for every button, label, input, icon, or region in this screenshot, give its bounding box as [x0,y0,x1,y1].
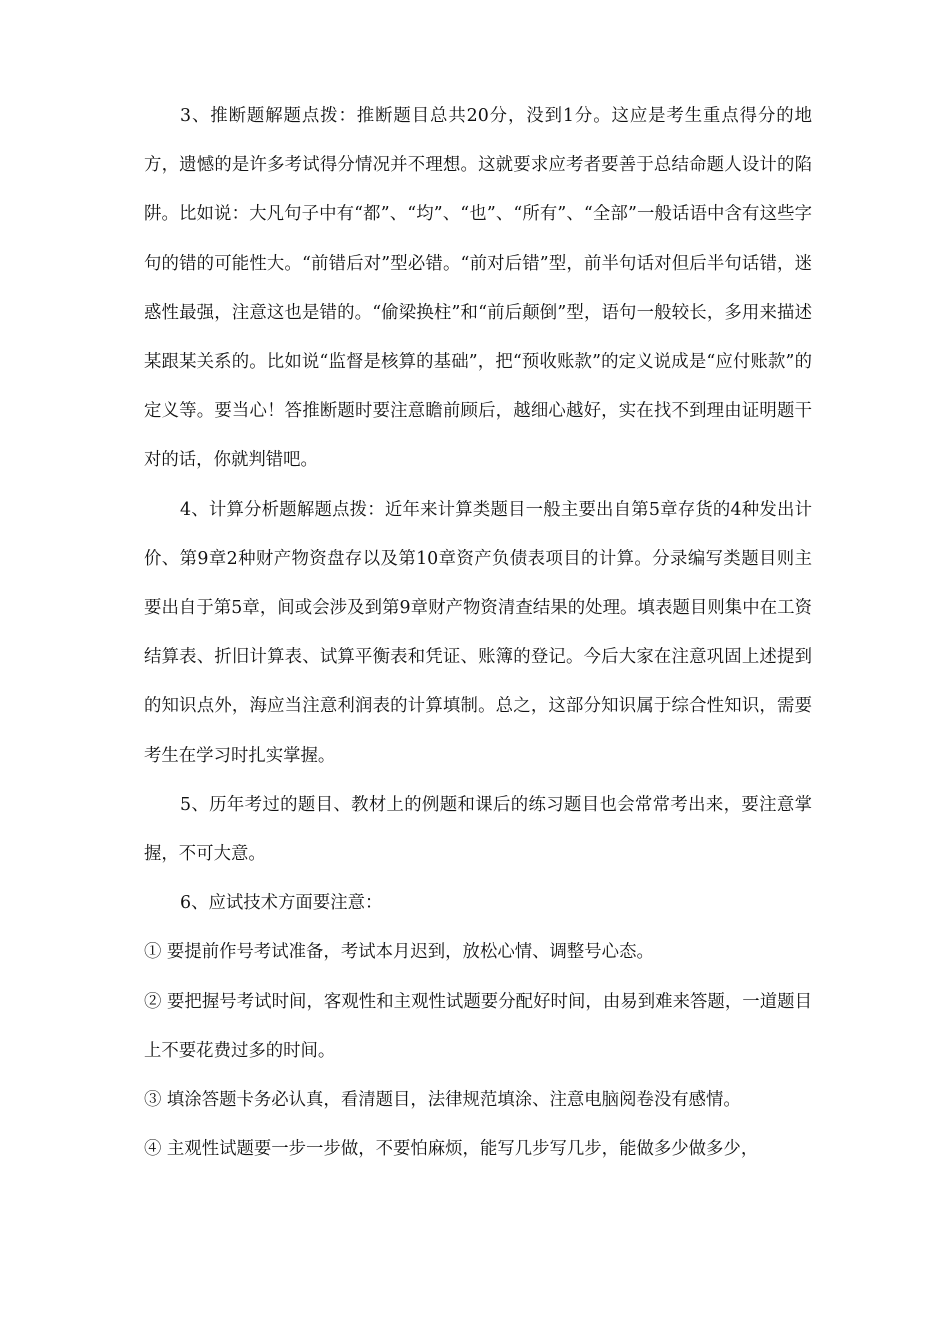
paragraph-past-questions: 5、历年考过的题目、教材上的例题和课后的练习题目也会常常考出来，要注意掌握，不可大意。 [144,794,812,865]
list-item-answer-card: ③ 填涂答题卡务必认真，看清题目，法律规范填涂、注意电脑阅卷没有感情。 [144,1090,741,1111]
paragraph-calculation-tips: 4、计算分析题解题点拨：近年来计算类题目一般主要出自第5章存货的4种发出计价、第9章2种财产物资盘存以及第10章资产负债表项目的计算。分录编写类题目则主要出自于第5章，间或会涉及到第9章财产物资清查结果的处理。填表题目则集中在工资结算表、折旧计算表、试算平衡表和凭证、账簿的登记。今后大家在注意巩固上述提到的知识点外，海应当注意利润表的计算填制。总之，这部分知识属于综合性知识，需要考生在学习时扎实掌握。 [144,499,812,766]
list-item-manage-time: ② 要把握号考试时间，客观性和主观性试题要分配好时间，由易到难来答题，一道题目上不要花费过多的时间。 [144,991,812,1061]
paragraph-inference-tips: 3、推断题解题点拨：推断题目总共20分，没到1分。这应是考生重点得分的地方，遗憾的是许多考试得分情况并不理想。这就要求应考者要善于总结命题人设计的陷阱。比如说：大凡句子中有“都”、“均”、“也”、“所有”、“全部”一般话语中含有这些字句的错的可能性大。“前错后对”型必错。“前对后错”型，前半句话对但后半句话错，迷惑性最强，注意这也是错的。“偷梁换柱”和“前后颠倒”型，语句一般较长，多用来描述某跟某关系的。比如说“监督是核算的基础”，把“预收账款”的定义说成是“应付账款”的定义等。要当心！答推断题时要注意瞻前顾后，越细心越好，实在找不到理由证明题干对的话，你就判错吧。 [144,106,812,471]
paragraph-exam-technique-heading: 6、应试技术方面要注意： [180,893,383,914]
list-item-prepare-early: ① 要提前作号考试准备，考试本月迟到，放松心情、调整号心态。 [144,942,654,963]
document-page [144,92,812,1174]
list-item-subjective-questions: ④ 主观性试题要一步一步做，不要怕麻烦，能写几步写几步，能做多少做多少， [144,1139,759,1160]
